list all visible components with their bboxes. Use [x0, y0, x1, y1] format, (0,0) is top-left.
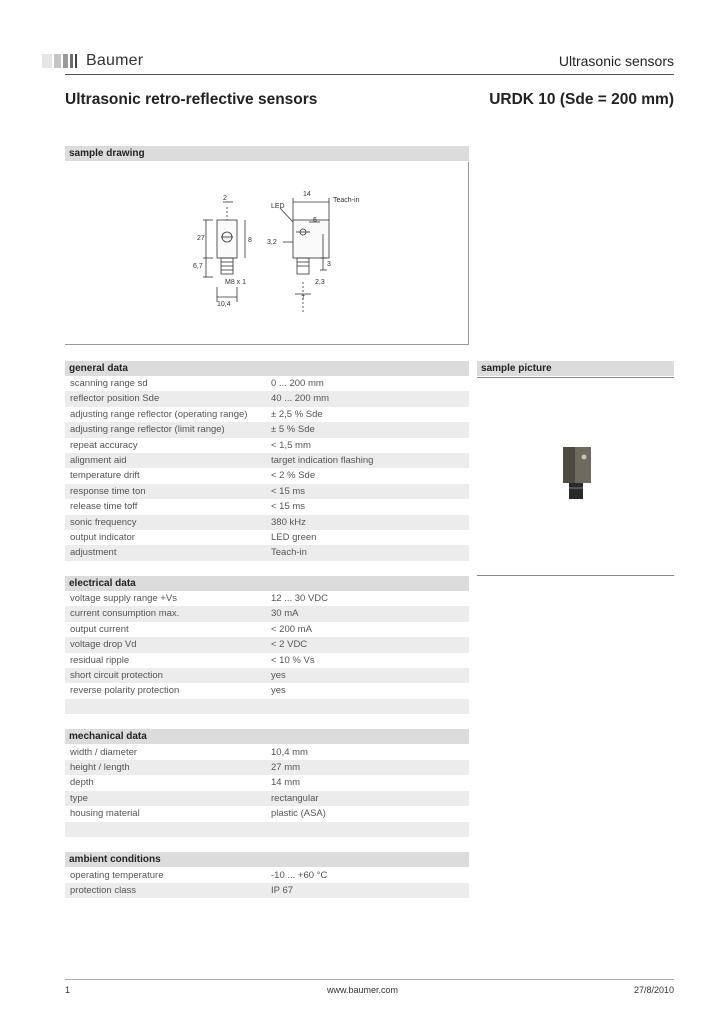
dim-2-3: 2,3 — [315, 279, 325, 286]
dim-3: 3 — [327, 261, 331, 268]
page-title: Ultrasonic retro-reflective sensors — [65, 91, 318, 108]
table-row: housing material plastic (ASA) — [70, 808, 326, 820]
dim-3-2: 3,2 — [267, 239, 277, 246]
technical-drawing — [65, 162, 469, 345]
footer-divider — [65, 979, 674, 980]
table-row: output current < 200 mA — [70, 623, 312, 635]
ambient-header: ambient conditions — [65, 852, 469, 867]
label-teach-in: Teach-in — [333, 197, 360, 204]
sample-drawing — [65, 162, 469, 345]
picture-header: sample picture — [477, 361, 674, 376]
table-row: scanning range sd 0 ... 200 mm — [70, 378, 324, 389]
table-row: alignment aid target indication flashing — [65, 453, 469, 468]
logo-bars-icon — [42, 54, 79, 68]
table-row-empty — [65, 699, 469, 714]
table-row: height / length 27 mm — [65, 760, 469, 775]
dim-8: 8 — [248, 237, 252, 244]
sensor-photo — [560, 445, 596, 501]
dim-14: 14 — [303, 191, 311, 198]
table-row-empty — [65, 822, 469, 837]
dim-6: 6 — [313, 217, 317, 224]
label-m8: M8 x 1 — [225, 279, 247, 286]
table-row: repeat accuracy < 1,5 mm — [70, 439, 311, 451]
dim-6-7: 6,7 — [193, 263, 203, 270]
brand-name: Baumer — [86, 52, 144, 69]
electrical-header: electrical data — [65, 576, 469, 591]
mechanical-header: mechanical data — [65, 729, 469, 744]
table-row: short circuit protection yes — [65, 668, 469, 683]
table-row: operating temperature -10 ... +60 °C — [70, 869, 328, 881]
table-row: reflector position Sde 40 ... 200 mm — [65, 391, 469, 406]
table-row: adjustment Teach-in — [65, 545, 469, 560]
dim-7: 7 — [301, 295, 305, 302]
dim-2: 2 — [223, 195, 227, 202]
picture-divider-bottom — [477, 575, 674, 576]
top-divider — [65, 74, 674, 75]
dim-27: 27 — [197, 235, 205, 242]
product-name: URDK 10 (Sde = 200 mm) — [489, 91, 674, 108]
table-row: voltage supply range +Vs 12 ... 30 VDC — [70, 593, 329, 604]
table-row: release time toff < 15 ms — [70, 501, 306, 513]
table-row: depth 14 mm — [70, 777, 301, 789]
document-date: 27/8/2010 — [633, 985, 674, 995]
table-row: type rectangular — [65, 791, 469, 806]
section-title: Ultrasonic sensors — [558, 53, 674, 69]
table-row: output indicator LED green — [70, 532, 317, 543]
website-link[interactable]: www.baumer.com — [327, 985, 399, 995]
table-row: current consumption max. 30 mA — [65, 606, 469, 621]
general-header: general data — [65, 361, 469, 376]
dim-10-4: 10,4 — [217, 301, 231, 308]
drawing-header: sample drawing — [65, 146, 469, 161]
table-row: width / diameter 10,4 mm — [70, 746, 308, 758]
table-row: adjusting range reflector (limit range) ± 5 % Sde — [65, 422, 469, 437]
table-row: voltage drop Vd < 2 VDC — [65, 637, 469, 652]
table-row: protection class IP 67 — [65, 883, 469, 898]
table-row: temperature drift < 2 % Sde — [70, 470, 316, 482]
table-row: reverse polarity protection yes — [70, 685, 286, 697]
table-row: sonic frequency 380 kHz — [65, 515, 469, 530]
table-row: residual ripple < 10 % Vs — [70, 654, 315, 666]
picture-divider-top — [477, 377, 674, 378]
baumer-logo — [42, 52, 143, 70]
table-row: response time ton < 15 ms — [65, 484, 469, 499]
table-row: adjusting range reflector (operating range) ± 2,5 % Sde — [70, 408, 323, 420]
label-led: LED — [271, 203, 285, 210]
page-number: 1 — [65, 985, 71, 995]
